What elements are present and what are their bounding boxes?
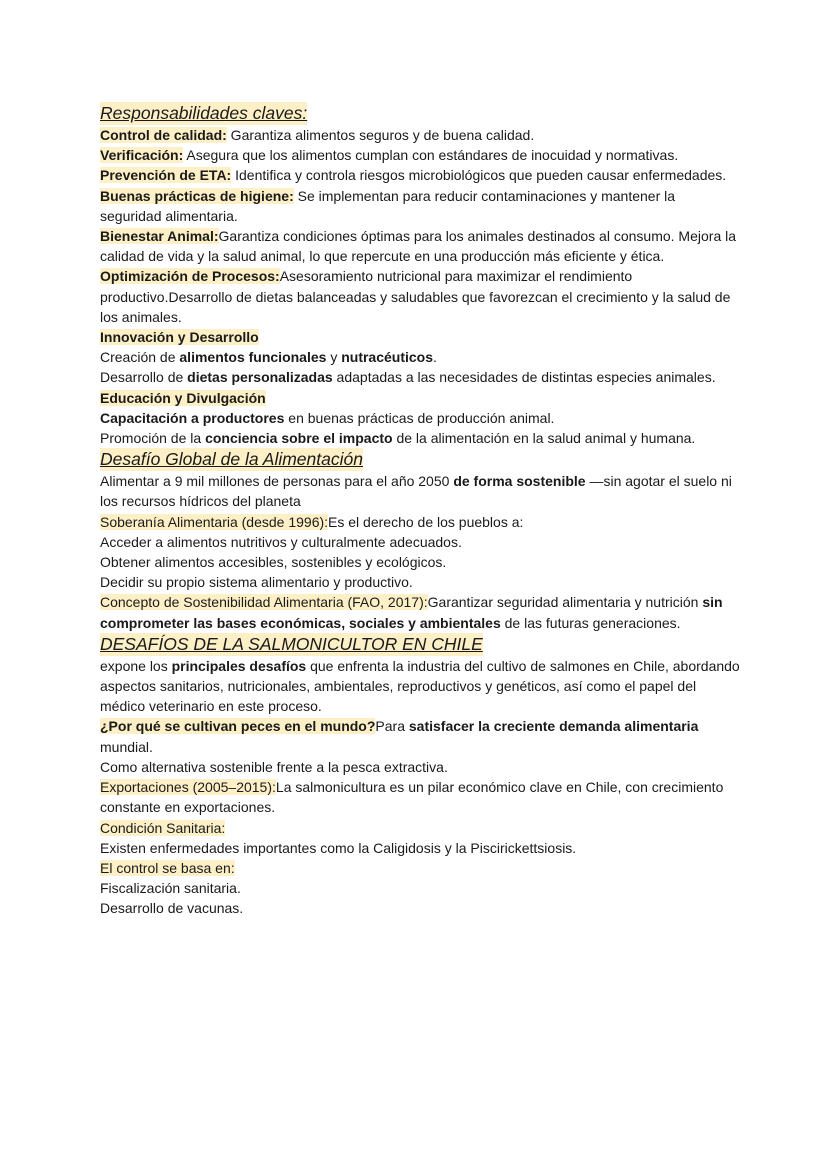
paragraph xyxy=(100,716,740,756)
term-label: ¿Por qué se cultivan peces en el mundo? xyxy=(100,718,376,735)
paragraph xyxy=(100,388,740,408)
term-label: Educación y Divulgación xyxy=(100,389,266,406)
paragraph xyxy=(100,858,740,878)
text-run: en buenas prácticas de producción animal. xyxy=(284,409,555,426)
highlighted-label: Exportaciones (2005–2015): xyxy=(100,779,276,796)
paragraph xyxy=(100,471,740,511)
paragraph xyxy=(100,592,740,632)
bold-text: conciencia sobre el impacto xyxy=(205,430,393,447)
term-label: Control de calidad: xyxy=(100,127,227,143)
text-run: adaptadas a las necesidades de distintas especies animales. xyxy=(332,369,716,386)
text-run: Para xyxy=(375,718,409,735)
text-run: Acceder a alimentos nutritivos y culturalmente adecuados. xyxy=(100,533,462,550)
bold-text: dietas personalizadas xyxy=(187,369,333,386)
text-run: Identifica y controla riesgos microbiológicos que pueden causar enfermedades. xyxy=(231,167,727,184)
term-label: Prevención de ETA: xyxy=(100,167,232,184)
paragraph xyxy=(100,266,740,327)
section-heading-desafios-de-la-salmonicultor-en-chile: DESAFÍOS DE LA SALMONICULTOR EN CHILE xyxy=(100,633,483,654)
text-run: Garantiza alimentos seguros y de buena calidad. xyxy=(226,127,535,143)
text-run: Como alternativa sostenible frente a la pesca extractiva. xyxy=(100,758,448,775)
paragraph xyxy=(100,165,740,185)
section-heading-responsabilidades-claves: Responsabilidades claves: xyxy=(100,103,308,123)
term-label: Optimización de Procesos: xyxy=(100,268,280,285)
text-run: Desarrollo de vacunas. xyxy=(100,900,244,917)
paragraph xyxy=(100,408,740,428)
paragraph xyxy=(100,898,740,918)
paragraph xyxy=(100,327,740,347)
text-run: Asesoramiento nutricional para maximizar el rendimiento productivo.Desarrollo de dietas balanceadas y saludables que favorezcan el crecimiento y la salud de los animales. xyxy=(100,268,731,325)
text-run: Promoción de la xyxy=(100,430,206,447)
paragraph xyxy=(100,656,740,717)
bold-text: alimentos funcionales xyxy=(179,349,327,366)
bold-text: principales desafíos xyxy=(171,657,307,674)
term-label: Verificación: xyxy=(100,147,184,164)
text-run: Obtener alimentos accesibles, sostenibles y ecológicos. xyxy=(100,554,447,571)
text-run: mundial. xyxy=(100,738,153,755)
paragraph xyxy=(100,347,740,367)
section-heading-desafio-global-de-la-alimentacion: Desafío Global de la Alimentación xyxy=(100,449,363,470)
paragraph xyxy=(100,367,740,387)
text-run: Se implementan para reducir contaminaciones y mantener la seguridad alimentaria. xyxy=(100,187,676,224)
paragraph xyxy=(100,757,740,777)
paragraph xyxy=(100,552,740,572)
text-run: —sin agotar el suelo ni los recursos hídricos del planeta xyxy=(100,473,732,510)
text-run: Desarrollo de xyxy=(100,369,188,386)
text-run: Garantiza condiciones óptimas para los animales destinados al consumo. Mejora la calidad de vida y la salud animal, lo que repercute en una producción más eficiente y ética. xyxy=(100,228,737,265)
highlighted-label: Soberanía Alimentaria (desde 1996): xyxy=(100,513,329,530)
paragraph xyxy=(100,572,740,592)
paragraph xyxy=(100,532,740,552)
term-label: Buenas prácticas de higiene: xyxy=(100,187,294,204)
bold-text: de forma sostenible xyxy=(453,473,586,490)
term-label: Bienestar Animal: xyxy=(100,228,219,245)
text-run: Alimentar a 9 mil millones de personas para el año 2050 xyxy=(100,473,454,490)
document-page xyxy=(100,102,740,919)
text-run: Fiscalización sanitaria. xyxy=(100,880,241,897)
paragraph xyxy=(100,186,740,226)
paragraph xyxy=(100,512,740,532)
text-run: Decidir su propio sistema alimentario y productivo. xyxy=(100,574,413,591)
paragraph xyxy=(100,226,740,266)
text-run: de la alimentación en la salud animal y humana. xyxy=(392,430,696,447)
text-run: . xyxy=(433,349,437,366)
text-run: Existen enfermedades importantes como la Caligidosis y la Piscirickettsiosis. xyxy=(100,839,577,856)
text-run: Creación de xyxy=(100,349,180,366)
bold-text: Capacitación a productores xyxy=(100,409,285,426)
text-run: de las futuras generaciones. xyxy=(500,614,681,631)
text-run: Garantizar seguridad alimentaria y nutrición xyxy=(427,594,703,611)
text-run: Asegura que los alimentos cumplan con estándares de inocuidad y normativas. xyxy=(183,147,679,164)
paragraph xyxy=(100,428,740,448)
text-run: que enfrenta la industria del cultivo de salmones en Chile, abordando aspectos sanitarios, nutricionales, ambientales, reproductivos y genéticos, así como el papel del médico veterinario en este proceso. xyxy=(100,657,740,715)
text-run: Es el derecho de los pueblos a: xyxy=(328,513,524,530)
bold-text: sin comprometer las bases económicas, sociales y ambientales xyxy=(100,594,723,631)
paragraph xyxy=(100,777,740,817)
highlighted-label: Concepto de Sostenibilidad Alimentaria (FAO, 2017): xyxy=(100,594,428,611)
paragraph xyxy=(100,145,740,165)
paragraph xyxy=(100,125,740,145)
text-run: expone los xyxy=(100,657,172,674)
text-run: y xyxy=(326,349,342,366)
highlighted-label: El control se basa en: xyxy=(100,859,235,876)
paragraph xyxy=(100,818,740,838)
text-run: La salmonicultura es un pilar económico clave en Chile, con crecimiento constante en exportaciones. xyxy=(100,779,724,816)
paragraph xyxy=(100,878,740,898)
highlighted-label: Condición Sanitaria: xyxy=(100,819,226,836)
paragraph xyxy=(100,838,740,858)
bold-text: nutracéuticos xyxy=(341,349,434,366)
bold-text: satisfacer la creciente demanda alimentaria xyxy=(408,718,699,735)
term-label: Innovación y Desarrollo xyxy=(100,329,259,346)
